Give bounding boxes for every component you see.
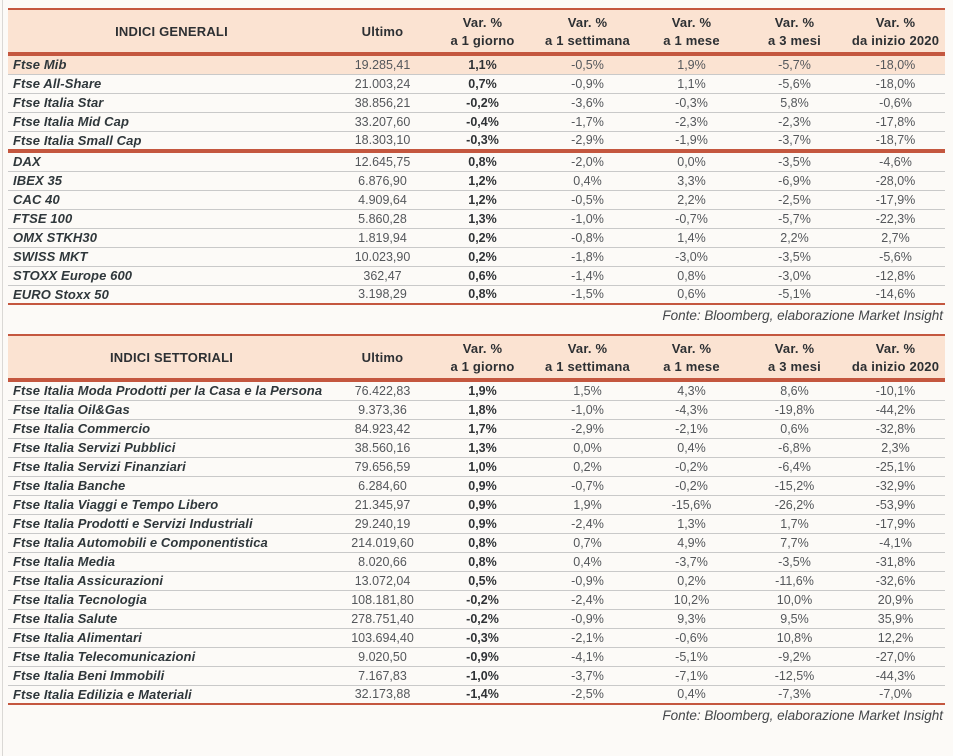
table-row bbox=[8, 419, 945, 438]
table-row bbox=[8, 55, 945, 74]
table-row bbox=[8, 285, 945, 304]
ultimo-value: 29.240,19 bbox=[335, 514, 430, 533]
col-header-var-line1: Var. % bbox=[567, 15, 608, 30]
var-value-2: 1,3% bbox=[640, 514, 743, 533]
var-value-4: -18,7% bbox=[875, 133, 916, 148]
table-row bbox=[8, 74, 945, 93]
ultimo-value: 19.285,41 bbox=[335, 55, 430, 74]
ultimo-value: 6.284,60 bbox=[335, 476, 430, 495]
var-value-2: -3,7% bbox=[640, 552, 743, 571]
var-value-3: 0,6% bbox=[743, 419, 846, 438]
col-header-var-line2: a 1 settimana bbox=[545, 359, 630, 374]
ultimo-value: 79.656,59 bbox=[335, 457, 430, 476]
index-name: Ftse All-Share bbox=[8, 74, 335, 93]
var-value-4: -5,6% bbox=[846, 247, 945, 266]
var-value-4: -22,3% bbox=[846, 209, 945, 228]
col-header-var-line1: Var. % bbox=[774, 341, 815, 356]
ultimo-value: 38.856,21 bbox=[335, 93, 430, 112]
sector-indices-body bbox=[8, 379, 945, 704]
var-value-4: -17,8% bbox=[846, 112, 945, 131]
col-header-var-line2: a 1 giorno bbox=[450, 33, 515, 48]
ultimo-value: 6.876,90 bbox=[335, 171, 430, 190]
col-header-var-2 bbox=[640, 9, 743, 53]
col-header-var-0 bbox=[430, 9, 535, 53]
table-row bbox=[8, 266, 945, 285]
header-row bbox=[8, 9, 945, 53]
table-row bbox=[8, 381, 945, 400]
var-value-1: -0,5% bbox=[535, 190, 640, 209]
var-value-2: -2,3% bbox=[640, 112, 743, 131]
var-value-0: -0,2% bbox=[430, 93, 535, 112]
col-header-var-line1: Var. % bbox=[875, 15, 916, 30]
var-value-1: -4,1% bbox=[535, 647, 640, 666]
ultimo-value: 76.422,83 bbox=[335, 381, 430, 400]
col-header-var-0 bbox=[430, 335, 535, 379]
var-value-3: -5,7% bbox=[743, 209, 846, 228]
var-value-2: -2,1% bbox=[640, 419, 743, 438]
index-name: Ftse Italia Alimentari bbox=[8, 628, 335, 647]
var-value-4: -4,1% bbox=[846, 533, 945, 552]
var-value-4: -4,6% bbox=[846, 152, 945, 171]
var-value-4: -17,9% bbox=[846, 514, 945, 533]
var-value-0: 1,9% bbox=[430, 381, 535, 400]
var-value-4: -7,0% bbox=[879, 687, 912, 702]
var-value-0: 0,2% bbox=[430, 247, 535, 266]
var-value-3: -9,2% bbox=[743, 647, 846, 666]
var-value-0: 0,7% bbox=[430, 74, 535, 93]
var-value-2: 9,3% bbox=[640, 609, 743, 628]
var-value-4: -0,6% bbox=[846, 93, 945, 112]
ultimo-value: 38.560,16 bbox=[335, 438, 430, 457]
var-value-2: 1,9% bbox=[640, 55, 743, 74]
var-value-3: -3,7% bbox=[778, 133, 811, 148]
col-header-var-2 bbox=[640, 335, 743, 379]
col-header-var-3 bbox=[743, 335, 846, 379]
var-value-2: 0,4% bbox=[677, 687, 706, 702]
var-value-3: 9,5% bbox=[743, 609, 846, 628]
source-note: Fonte: Bloomberg, elaborazione Market Insight bbox=[662, 708, 943, 723]
index-name: Ftse Italia Assicurazioni bbox=[8, 571, 335, 590]
col-header-var-line1: Var. % bbox=[875, 341, 916, 356]
var-value-0: -1,0% bbox=[430, 666, 535, 685]
index-name: Ftse Italia Salute bbox=[8, 609, 335, 628]
var-value-0: -0,2% bbox=[430, 590, 535, 609]
var-value-1: -2,0% bbox=[535, 152, 640, 171]
col-header-var-4 bbox=[846, 335, 945, 379]
table-row bbox=[8, 400, 945, 419]
index-name: Ftse Italia Media bbox=[8, 552, 335, 571]
var-value-2: -15,6% bbox=[640, 495, 743, 514]
var-value-0: 0,6% bbox=[430, 266, 535, 285]
table-row bbox=[8, 131, 945, 150]
table-row bbox=[8, 190, 945, 209]
table-row bbox=[8, 438, 945, 457]
ultimo-value: 33.207,60 bbox=[335, 112, 430, 131]
var-value-1: -2,9% bbox=[535, 419, 640, 438]
var-value-2: -0,2% bbox=[640, 476, 743, 495]
var-value-3: -15,2% bbox=[743, 476, 846, 495]
var-value-3: -3,0% bbox=[743, 266, 846, 285]
col-header-ultimo: Ultimo bbox=[335, 335, 430, 379]
col-header-var-line1: Var. % bbox=[671, 15, 712, 30]
ultimo-value: 18.303,10 bbox=[354, 133, 411, 148]
index-name: Ftse Mib bbox=[8, 55, 335, 74]
var-value-2: 0,8% bbox=[640, 266, 743, 285]
var-value-2: 10,2% bbox=[640, 590, 743, 609]
var-value-4: -44,2% bbox=[846, 400, 945, 419]
var-value-2: -7,1% bbox=[640, 666, 743, 685]
var-value-0: 1,2% bbox=[430, 190, 535, 209]
var-value-3: 8,6% bbox=[743, 381, 846, 400]
index-name: Ftse Italia Commercio bbox=[8, 419, 335, 438]
var-value-0: 1,3% bbox=[430, 438, 535, 457]
var-value-2: 0,2% bbox=[640, 571, 743, 590]
ultimo-value: 4.909,64 bbox=[335, 190, 430, 209]
var-value-2: 0,6% bbox=[677, 287, 706, 302]
var-value-1: -0,7% bbox=[535, 476, 640, 495]
col-header-var-line2: a 3 mesi bbox=[768, 33, 821, 48]
var-value-0: 0,8% bbox=[468, 287, 497, 302]
table-title: INDICI SETTORIALI bbox=[8, 335, 335, 379]
ultimo-value: 103.694,40 bbox=[335, 628, 430, 647]
var-value-3: -3,5% bbox=[743, 152, 846, 171]
table-row bbox=[8, 457, 945, 476]
var-value-4: -10,1% bbox=[846, 381, 945, 400]
ultimo-value: 32.173,88 bbox=[354, 687, 411, 702]
page-edge-line bbox=[2, 0, 3, 756]
index-name: STOXX Europe 600 bbox=[8, 266, 335, 285]
var-value-3: -3,5% bbox=[743, 552, 846, 571]
var-value-3: -2,5% bbox=[743, 190, 846, 209]
var-value-1: 0,7% bbox=[535, 533, 640, 552]
var-value-0: -0,9% bbox=[430, 647, 535, 666]
var-value-2: -0,3% bbox=[640, 93, 743, 112]
index-name: Ftse Italia Star bbox=[8, 93, 335, 112]
general-indices-table bbox=[8, 8, 945, 305]
ultimo-value: 5.860,28 bbox=[335, 209, 430, 228]
col-header-var-line2: a 3 mesi bbox=[768, 359, 821, 374]
var-value-1: -3,7% bbox=[535, 666, 640, 685]
table-row bbox=[8, 495, 945, 514]
ultimo-value: 21.345,97 bbox=[335, 495, 430, 514]
var-value-0: 0,8% bbox=[430, 533, 535, 552]
var-value-0: -0,3% bbox=[466, 133, 499, 148]
ultimo-value: 7.167,83 bbox=[335, 666, 430, 685]
var-value-1: -1,0% bbox=[535, 400, 640, 419]
var-value-1: -2,4% bbox=[535, 590, 640, 609]
table-row bbox=[8, 647, 945, 666]
table-row bbox=[8, 209, 945, 228]
var-value-4: 12,2% bbox=[846, 628, 945, 647]
table-row bbox=[8, 590, 945, 609]
col-header-var-line1: Var. % bbox=[462, 341, 503, 356]
var-value-1: -1,5% bbox=[571, 287, 604, 302]
table-row bbox=[8, 93, 945, 112]
var-value-1: -3,6% bbox=[535, 93, 640, 112]
col-header-var-line1: Var. % bbox=[567, 341, 608, 356]
var-value-1: 0,4% bbox=[535, 171, 640, 190]
table-row bbox=[8, 609, 945, 628]
var-value-1: 0,0% bbox=[535, 438, 640, 457]
ultimo-value: 214.019,60 bbox=[335, 533, 430, 552]
col-header-var-line2: a 1 mese bbox=[663, 33, 720, 48]
var-value-0: 0,9% bbox=[430, 476, 535, 495]
var-value-2: 4,9% bbox=[640, 533, 743, 552]
var-value-0: -1,4% bbox=[466, 687, 499, 702]
var-value-1: 0,4% bbox=[535, 552, 640, 571]
var-value-3: -6,4% bbox=[743, 457, 846, 476]
var-value-4: -28,0% bbox=[846, 171, 945, 190]
var-value-3: -5,1% bbox=[778, 287, 811, 302]
var-value-4: -31,8% bbox=[846, 552, 945, 571]
table-row bbox=[8, 112, 945, 131]
var-value-0: -0,4% bbox=[430, 112, 535, 131]
table-row bbox=[8, 666, 945, 685]
general-indices-header bbox=[8, 9, 945, 53]
var-value-3: 2,2% bbox=[743, 228, 846, 247]
var-value-2: 2,2% bbox=[640, 190, 743, 209]
var-value-0: 0,9% bbox=[430, 495, 535, 514]
index-name: Ftse Italia Banche bbox=[8, 476, 335, 495]
var-value-3: 10,8% bbox=[743, 628, 846, 647]
var-value-2: -0,6% bbox=[640, 628, 743, 647]
header-row bbox=[8, 335, 945, 379]
ultimo-value: 8.020,66 bbox=[335, 552, 430, 571]
var-value-4: -44,3% bbox=[846, 666, 945, 685]
col-header-var-line2: da inizio 2020 bbox=[851, 33, 940, 48]
var-value-0: 0,9% bbox=[430, 514, 535, 533]
var-value-0: -0,3% bbox=[430, 628, 535, 647]
col-header-var-line1: Var. % bbox=[774, 15, 815, 30]
var-value-4: -14,6% bbox=[875, 287, 916, 302]
index-name: Ftse Italia Viaggi e Tempo Libero bbox=[8, 495, 335, 514]
ultimo-value: 12.645,75 bbox=[335, 152, 430, 171]
index-name: Ftse Italia Servizi Pubblici bbox=[8, 438, 335, 457]
index-name: CAC 40 bbox=[8, 190, 335, 209]
var-value-2: -0,7% bbox=[640, 209, 743, 228]
ultimo-value: 84.923,42 bbox=[335, 419, 430, 438]
var-value-1: -1,0% bbox=[535, 209, 640, 228]
index-name: Ftse Italia Oil&Gas bbox=[8, 400, 335, 419]
index-name: EURO Stoxx 50 bbox=[13, 286, 109, 302]
var-value-2: -3,0% bbox=[640, 247, 743, 266]
var-value-3: -5,7% bbox=[743, 55, 846, 74]
ultimo-value: 9.373,36 bbox=[335, 400, 430, 419]
var-value-2: 4,3% bbox=[640, 381, 743, 400]
index-name: IBEX 35 bbox=[8, 171, 335, 190]
index-name: OMX STKH30 bbox=[8, 228, 335, 247]
var-value-4: -32,8% bbox=[846, 419, 945, 438]
var-value-3: -5,6% bbox=[743, 74, 846, 93]
table-row bbox=[8, 228, 945, 247]
index-name: Ftse Italia Tecnologia bbox=[8, 590, 335, 609]
ultimo-value: 3.198,29 bbox=[358, 287, 407, 302]
var-value-3: -6,8% bbox=[743, 438, 846, 457]
table-row bbox=[8, 685, 945, 704]
var-value-0: 1,2% bbox=[430, 171, 535, 190]
var-value-3: -11,6% bbox=[743, 571, 846, 590]
ultimo-value: 108.181,80 bbox=[335, 590, 430, 609]
var-value-2: -4,3% bbox=[640, 400, 743, 419]
source-note: Fonte: Bloomberg, elaborazione Market Insight bbox=[662, 308, 943, 323]
var-value-4: -12,8% bbox=[846, 266, 945, 285]
var-value-1: -1,7% bbox=[535, 112, 640, 131]
index-name: Ftse Italia Prodotti e Servizi Industriali bbox=[8, 514, 335, 533]
var-value-3: 5,8% bbox=[743, 93, 846, 112]
sector-indices-header bbox=[8, 335, 945, 379]
var-value-1: -0,9% bbox=[535, 571, 640, 590]
col-header-var-line1: Var. % bbox=[462, 15, 503, 30]
var-value-2: -1,9% bbox=[675, 133, 708, 148]
var-value-1: -0,5% bbox=[535, 55, 640, 74]
var-value-1: -2,1% bbox=[535, 628, 640, 647]
var-value-2: 1,4% bbox=[640, 228, 743, 247]
var-value-2: 3,3% bbox=[640, 171, 743, 190]
var-value-3: 7,7% bbox=[743, 533, 846, 552]
var-value-4: -32,6% bbox=[846, 571, 945, 590]
var-value-1: -2,5% bbox=[571, 687, 604, 702]
index-name: Ftse Italia Mid Cap bbox=[8, 112, 335, 131]
var-value-3: -3,5% bbox=[743, 247, 846, 266]
table-row bbox=[8, 571, 945, 590]
index-name: Ftse Italia Small Cap bbox=[13, 132, 142, 148]
var-value-4: -17,9% bbox=[846, 190, 945, 209]
ultimo-value: 10.023,90 bbox=[335, 247, 430, 266]
col-header-var-line1: Var. % bbox=[671, 341, 712, 356]
var-value-1: -0,9% bbox=[535, 74, 640, 93]
var-value-0: 0,2% bbox=[430, 228, 535, 247]
table-row bbox=[8, 514, 945, 533]
var-value-0: 1,8% bbox=[430, 400, 535, 419]
table-row bbox=[8, 552, 945, 571]
col-header-var-1 bbox=[535, 9, 640, 53]
var-value-0: 0,5% bbox=[430, 571, 535, 590]
var-value-4: -53,9% bbox=[846, 495, 945, 514]
var-value-0: 1,1% bbox=[430, 55, 535, 74]
index-name: Ftse Italia Beni Immobili bbox=[8, 666, 335, 685]
index-name: SWISS MKT bbox=[8, 247, 335, 266]
var-value-1: -0,9% bbox=[535, 609, 640, 628]
var-value-2: -5,1% bbox=[640, 647, 743, 666]
index-name: Ftse Italia Servizi Finanziari bbox=[8, 457, 335, 476]
var-value-2: 0,4% bbox=[640, 438, 743, 457]
table-row bbox=[8, 533, 945, 552]
var-value-1: -0,8% bbox=[535, 228, 640, 247]
var-value-0: 1,3% bbox=[430, 209, 535, 228]
var-value-2: 0,0% bbox=[640, 152, 743, 171]
table-row bbox=[8, 171, 945, 190]
var-value-3: -7,3% bbox=[778, 687, 811, 702]
var-value-2: -0,2% bbox=[640, 457, 743, 476]
ultimo-value: 9.020,50 bbox=[335, 647, 430, 666]
table-row bbox=[8, 476, 945, 495]
var-value-4: 35,9% bbox=[846, 609, 945, 628]
index-name: DAX bbox=[8, 152, 335, 171]
var-value-4: 2,3% bbox=[846, 438, 945, 457]
var-value-1: -2,4% bbox=[535, 514, 640, 533]
var-value-3: -12,5% bbox=[743, 666, 846, 685]
var-value-0: 0,8% bbox=[430, 152, 535, 171]
var-value-3: -26,2% bbox=[743, 495, 846, 514]
ultimo-value: 278.751,40 bbox=[335, 609, 430, 628]
index-name: Ftse Italia Telecomunicazioni bbox=[8, 647, 335, 666]
var-value-1: -2,9% bbox=[571, 133, 604, 148]
col-header-var-3 bbox=[743, 9, 846, 53]
ultimo-value: 13.072,04 bbox=[335, 571, 430, 590]
var-value-3: 10,0% bbox=[743, 590, 846, 609]
var-value-1: 1,5% bbox=[535, 381, 640, 400]
col-header-ultimo: Ultimo bbox=[335, 9, 430, 53]
var-value-3: 1,7% bbox=[743, 514, 846, 533]
var-value-0: -0,2% bbox=[430, 609, 535, 628]
general-indices-body bbox=[8, 53, 945, 304]
ultimo-value: 362,47 bbox=[335, 266, 430, 285]
var-value-1: 0,2% bbox=[535, 457, 640, 476]
index-name: Ftse Italia Automobili e Componentistica bbox=[8, 533, 335, 552]
var-value-4: -18,0% bbox=[846, 55, 945, 74]
index-name: Ftse Italia Moda Prodotti per la Casa e la Persona bbox=[8, 381, 335, 400]
index-name: Ftse Italia Edilizia e Materiali bbox=[13, 686, 192, 702]
col-header-var-line2: a 1 mese bbox=[663, 359, 720, 374]
col-header-var-1 bbox=[535, 335, 640, 379]
ultimo-value: 21.003,24 bbox=[335, 74, 430, 93]
var-value-4: -32,9% bbox=[846, 476, 945, 495]
var-value-4: 20,9% bbox=[846, 590, 945, 609]
col-header-var-line2: a 1 settimana bbox=[545, 33, 630, 48]
col-header-var-4 bbox=[846, 9, 945, 53]
var-value-4: -27,0% bbox=[846, 647, 945, 666]
var-value-1: -1,4% bbox=[535, 266, 640, 285]
var-value-0: 1,7% bbox=[430, 419, 535, 438]
var-value-3: -2,3% bbox=[743, 112, 846, 131]
ultimo-value: 1.819,94 bbox=[335, 228, 430, 247]
sector-indices-table bbox=[8, 334, 945, 705]
var-value-2: 1,1% bbox=[640, 74, 743, 93]
index-name: FTSE 100 bbox=[8, 209, 335, 228]
col-header-var-line2: da inizio 2020 bbox=[851, 359, 940, 374]
var-value-3: -6,9% bbox=[743, 171, 846, 190]
var-value-3: -19,8% bbox=[743, 400, 846, 419]
var-value-0: 1,0% bbox=[430, 457, 535, 476]
var-value-4: -25,1% bbox=[846, 457, 945, 476]
table-row bbox=[8, 247, 945, 266]
var-value-0: 0,8% bbox=[430, 552, 535, 571]
table-title: INDICI GENERALI bbox=[8, 9, 335, 53]
var-value-4: -18,0% bbox=[846, 74, 945, 93]
col-header-var-line2: a 1 giorno bbox=[450, 359, 515, 374]
table-row bbox=[8, 628, 945, 647]
var-value-1: -1,8% bbox=[535, 247, 640, 266]
var-value-1: 1,9% bbox=[535, 495, 640, 514]
table-row bbox=[8, 152, 945, 171]
var-value-4: 2,7% bbox=[846, 228, 945, 247]
